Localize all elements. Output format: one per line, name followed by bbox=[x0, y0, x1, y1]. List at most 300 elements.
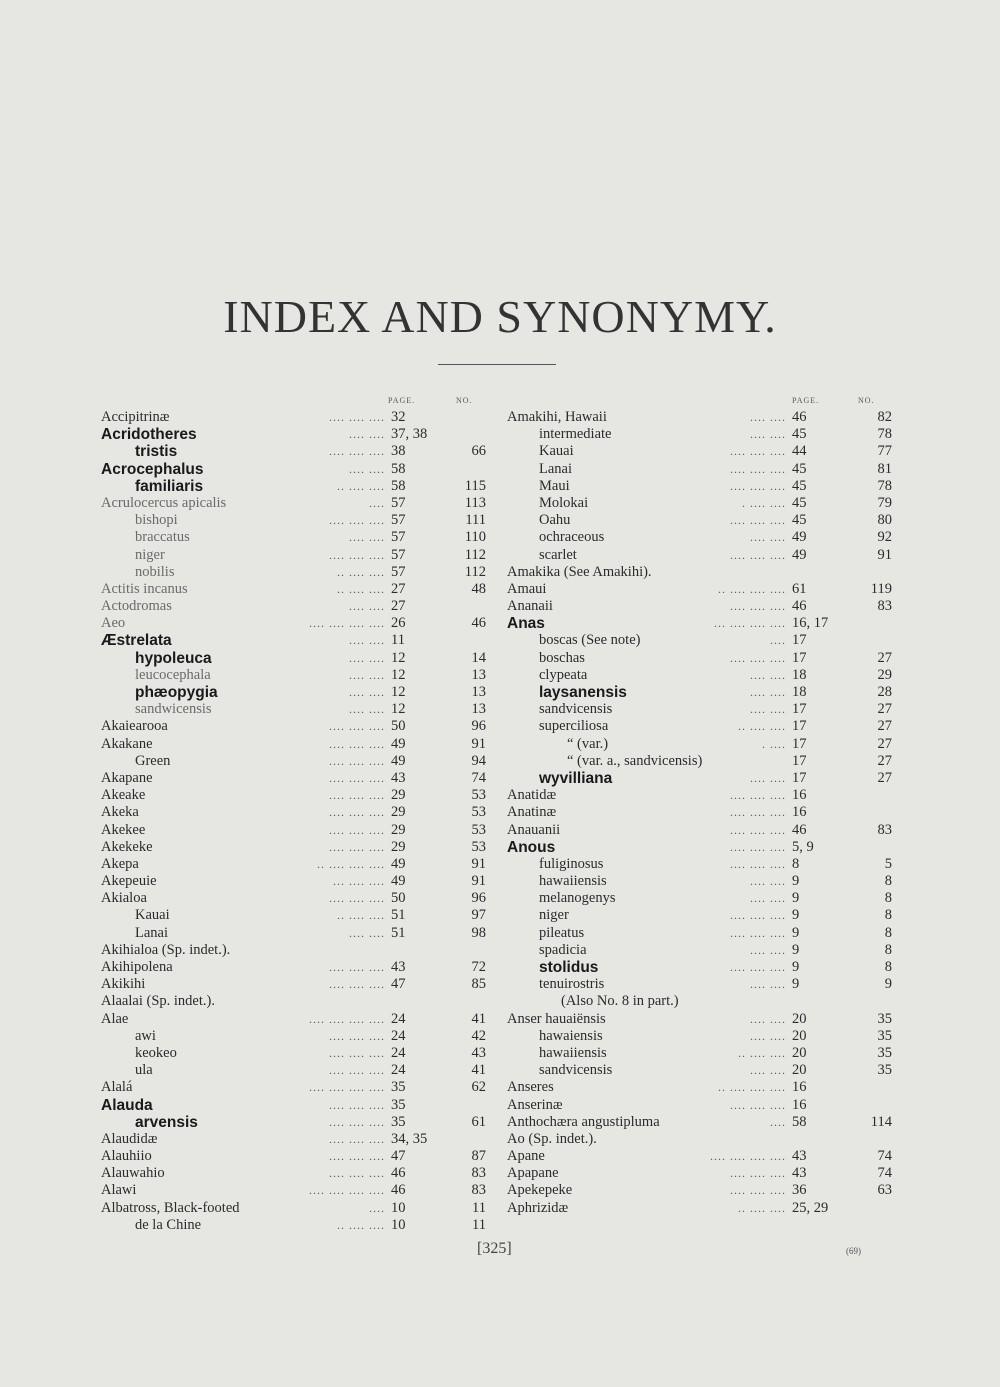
entry-number: 14 bbox=[471, 649, 486, 666]
entry-page: 29 bbox=[391, 787, 406, 804]
entry-number: 87 bbox=[471, 1148, 486, 1165]
entry-page: 61 bbox=[792, 580, 807, 597]
entry-name: Molokai bbox=[539, 494, 589, 511]
entry-number: 27 bbox=[877, 701, 892, 718]
leader-dots: .... .... .... bbox=[730, 925, 786, 940]
entry-page: 9 bbox=[792, 976, 800, 993]
leader-dots: .. .... .... bbox=[337, 908, 385, 923]
leader-dots: .... .... .... .... bbox=[309, 1011, 385, 1026]
entry-name: Akeka bbox=[101, 804, 139, 821]
entry-number: 61 bbox=[471, 1113, 486, 1130]
leader-dots: .... .... .... bbox=[329, 891, 385, 906]
entry-name: Anserinæ bbox=[507, 1096, 563, 1113]
entry-name: Oahu bbox=[539, 512, 571, 529]
leader-dots: .... .... .... bbox=[329, 736, 385, 751]
leader-dots: .... .... bbox=[750, 410, 786, 424]
entry-page: 45 bbox=[792, 426, 807, 443]
entry-number: 79 bbox=[877, 494, 892, 511]
entry-name: laysanensis bbox=[539, 684, 627, 701]
entry-name: Acrocephalus bbox=[101, 460, 204, 478]
entry-name: Alauda bbox=[101, 1096, 153, 1114]
leader-dots: .... .... bbox=[750, 1063, 786, 1078]
entry-number: 42 bbox=[471, 1027, 486, 1044]
entry-number: 53 bbox=[471, 838, 486, 855]
entry-page: 9 bbox=[792, 873, 800, 890]
entry-number: 8 bbox=[884, 907, 892, 924]
entry-number: 114 bbox=[870, 1113, 892, 1130]
entry-page: 12 bbox=[391, 701, 406, 718]
leader-dots: .... .... .... bbox=[329, 822, 385, 837]
entry-page: 49 bbox=[391, 873, 406, 890]
leader-dots: .... .... bbox=[750, 770, 786, 785]
entry-name: Akekee bbox=[101, 821, 146, 838]
leader-dots: ... .... .... .... bbox=[714, 616, 786, 631]
entry-name: wyvilliana bbox=[539, 769, 613, 787]
entry-name: niger bbox=[135, 546, 165, 563]
entry-page: 46 bbox=[792, 409, 807, 425]
entry-number: 13 bbox=[471, 666, 486, 683]
leader-dots: .... .... .... bbox=[329, 513, 385, 528]
entry-page: 45 bbox=[792, 477, 807, 494]
entry-number: 53 bbox=[471, 821, 486, 838]
entry-number: 115 bbox=[464, 477, 486, 494]
leader-dots: .... .... bbox=[750, 530, 786, 545]
leader-dots: .... .... bbox=[349, 530, 385, 545]
entry-page: 49 bbox=[391, 855, 406, 872]
entry-page: 16, 17 bbox=[792, 615, 829, 632]
entry-page: 17 bbox=[792, 632, 807, 649]
entry-page: 45 bbox=[792, 494, 807, 511]
entry-number: 43 bbox=[471, 1044, 486, 1061]
entry-page: 17 bbox=[792, 649, 807, 666]
entry-page: 44 bbox=[792, 443, 807, 460]
entry-number: 98 bbox=[471, 924, 486, 941]
entry-page: 47 bbox=[391, 1148, 406, 1165]
entry-name: Anas bbox=[507, 615, 545, 633]
entry-number: 110 bbox=[464, 529, 486, 546]
entry-number: 27 bbox=[877, 735, 892, 752]
entry-number: 63 bbox=[877, 1182, 892, 1199]
entry-number: 91 bbox=[471, 855, 486, 872]
page-number: [325] bbox=[477, 1240, 512, 1257]
leader-dots: .... .... .... bbox=[730, 960, 786, 974]
leader-dots: .... .... .... .... bbox=[710, 1149, 786, 1164]
entry-name: sandwicensis bbox=[135, 701, 212, 718]
entry-name: Akikihi bbox=[101, 976, 146, 993]
entry-page: 12 bbox=[391, 649, 406, 666]
entry-page: 29 bbox=[391, 804, 406, 821]
leader-dots: .... .... .... bbox=[329, 1045, 385, 1060]
entry-number: 119 bbox=[870, 580, 892, 597]
entry-name: hawaiiensis bbox=[539, 873, 607, 890]
entry-name: Anseres bbox=[507, 1079, 554, 1096]
entry-page: 58 bbox=[391, 477, 406, 494]
leader-dots: .. .... .... bbox=[337, 564, 385, 579]
entry-number: 8 bbox=[884, 890, 892, 907]
leader-dots: .... .... .... bbox=[730, 839, 786, 854]
entry-page: 29 bbox=[391, 838, 406, 855]
leader-dots: .... .... .... .... bbox=[309, 1080, 385, 1095]
left-page-header: PAGE. bbox=[388, 396, 416, 405]
entry-page: 5, 9 bbox=[792, 838, 814, 855]
leader-dots: .... .... .... bbox=[730, 478, 786, 493]
leader-dots: .. .... .... .... bbox=[317, 856, 385, 871]
entry-name: stolidus bbox=[539, 959, 599, 976]
entry-number: 8 bbox=[884, 924, 892, 941]
entry-name: scarlet bbox=[539, 546, 577, 563]
entry-name: Kauai bbox=[135, 907, 170, 924]
entry-page: 50 bbox=[391, 718, 406, 735]
entry-page: 27 bbox=[391, 580, 406, 597]
entry-number: 27 bbox=[877, 752, 892, 769]
entry-page: 58 bbox=[391, 460, 406, 477]
entry-number: 28 bbox=[877, 684, 892, 700]
entry-name: Aphrizidæ bbox=[507, 1199, 569, 1216]
entry-page: 57 bbox=[391, 563, 406, 580]
entry-name: de la Chine bbox=[135, 1216, 202, 1233]
entry-number: 8 bbox=[884, 941, 892, 958]
entry-name: Akekeke bbox=[101, 838, 153, 855]
entry-number: 66 bbox=[471, 443, 486, 460]
entry-page: 16 bbox=[792, 1079, 807, 1096]
leader-dots: .... .... .... bbox=[329, 1114, 385, 1129]
leader-dots: .... .... .... bbox=[329, 839, 385, 854]
leader-dots: .... .... .... bbox=[730, 908, 786, 923]
entry-name: Acrulocercus apicalis bbox=[101, 494, 227, 511]
entry-number: 78 bbox=[877, 426, 892, 443]
entry-name: fuliginosus bbox=[539, 855, 604, 872]
entry-page: 8 bbox=[792, 855, 800, 872]
entry-page: 9 bbox=[792, 907, 800, 924]
leader-dots: .. .... .... bbox=[337, 478, 385, 493]
entry-number: 11 bbox=[472, 1216, 486, 1233]
entry-name: Akeake bbox=[101, 787, 146, 804]
entry-page: 12 bbox=[391, 666, 406, 683]
entry-name: Lanai bbox=[135, 924, 169, 941]
entry-number: 53 bbox=[471, 804, 486, 821]
entry-name: Apane bbox=[507, 1148, 545, 1165]
entry-number: 78 bbox=[877, 477, 892, 494]
leader-dots: .... .... bbox=[750, 977, 786, 992]
entry-name: tristis bbox=[135, 443, 178, 461]
entry-number: 27 bbox=[877, 769, 892, 786]
leader-dots: .. .... .... bbox=[738, 719, 786, 734]
right-no-header: NO. bbox=[858, 396, 875, 405]
entry-number: 72 bbox=[471, 959, 486, 975]
entry-name: Akaiearooa bbox=[101, 718, 168, 735]
leader-dots: .... .... .... bbox=[329, 410, 385, 424]
entry-name: Akapane bbox=[101, 769, 153, 786]
entry-name: awi bbox=[135, 1027, 156, 1044]
entry-page: 58 bbox=[792, 1113, 807, 1130]
entry-name: phæopygia bbox=[135, 684, 218, 701]
entry-number: 112 bbox=[464, 546, 486, 563]
entry-name: hawaiiensis bbox=[539, 1044, 607, 1061]
leader-dots: .... .... .... bbox=[329, 753, 385, 768]
entry-page: 18 bbox=[792, 666, 807, 683]
entry-number: 92 bbox=[877, 529, 892, 546]
entry-number: 96 bbox=[471, 718, 486, 735]
entry-name: Kauai bbox=[539, 443, 574, 460]
entry-page: 9 bbox=[792, 890, 800, 907]
entry-page: 17 bbox=[792, 735, 807, 752]
leader-dots: .... .... bbox=[349, 702, 385, 717]
entry-name: Ao (Sp. indet.). bbox=[507, 1130, 597, 1147]
leader-dots: .... .... .... bbox=[730, 650, 786, 665]
entry-name: Acridotheres bbox=[101, 426, 197, 444]
entry-number: 97 bbox=[471, 907, 486, 924]
entry-page: 20 bbox=[792, 1044, 807, 1061]
leader-dots: . .... bbox=[762, 736, 786, 751]
page-title: INDEX AND SYNONYMY. bbox=[223, 291, 777, 342]
entry-page: 24 bbox=[391, 1010, 406, 1027]
entry-name: tenuirostris bbox=[539, 976, 605, 993]
leader-dots: .... .... bbox=[750, 667, 786, 682]
entry-number: 9 bbox=[884, 976, 892, 993]
entry-number: 91 bbox=[471, 735, 486, 752]
entry-page: 49 bbox=[391, 752, 406, 769]
entry-name: Alae bbox=[101, 1010, 129, 1027]
entry-name: ula bbox=[135, 1062, 153, 1079]
entry-page: 46 bbox=[391, 1165, 406, 1182]
entry-name: bishopi bbox=[135, 512, 178, 529]
leader-dots: .. .... .... bbox=[337, 581, 385, 596]
entry-page: 20 bbox=[792, 1062, 807, 1079]
entry-page: 16 bbox=[792, 787, 807, 804]
leader-dots: .... .... .... bbox=[730, 788, 786, 803]
entry-number: 35 bbox=[877, 1010, 892, 1027]
entry-name: Alalá bbox=[101, 1079, 133, 1096]
entry-number: 41 bbox=[471, 1010, 486, 1027]
entry-name: “ (var.) bbox=[567, 735, 609, 752]
entry-number: 77 bbox=[877, 443, 892, 460]
entry-name: boscas (See note) bbox=[539, 632, 641, 649]
right-page-header: PAGE. bbox=[792, 396, 820, 405]
entry-page: 50 bbox=[391, 890, 406, 907]
leader-dots: .... .... bbox=[750, 685, 786, 699]
entry-number: 80 bbox=[877, 512, 892, 529]
entry-page: 20 bbox=[792, 1027, 807, 1044]
entry-number: 83 bbox=[877, 598, 892, 615]
entry-name: Akepeuie bbox=[101, 873, 157, 890]
entry-page: 24 bbox=[391, 1044, 406, 1061]
entry-name: Aeo bbox=[101, 615, 126, 632]
entry-name: Ananaii bbox=[507, 598, 553, 615]
leader-dots: .... .... .... bbox=[329, 977, 385, 992]
entry-name: Anous bbox=[507, 838, 556, 856]
signature-mark: (69) bbox=[846, 1246, 861, 1256]
entry-page: 57 bbox=[391, 494, 406, 511]
entry-page: 57 bbox=[391, 529, 406, 546]
leader-dots: .... .... .... bbox=[730, 1097, 786, 1112]
entry-page: 16 bbox=[792, 1096, 807, 1113]
entry-name: Amakihi, Hawaii bbox=[507, 409, 607, 425]
entry-name: Accipitrinæ bbox=[101, 409, 170, 425]
entry-name: Alawi bbox=[101, 1182, 137, 1199]
entry-number: 91 bbox=[471, 873, 486, 890]
entry-page: 46 bbox=[391, 1182, 406, 1199]
entry-page: 10 bbox=[391, 1216, 406, 1233]
entry-page: 47 bbox=[391, 976, 406, 993]
entry-name: “ (var. a., sandvicensis) bbox=[567, 752, 703, 769]
entry-page: 20 bbox=[792, 1010, 807, 1027]
entry-number: 62 bbox=[471, 1079, 486, 1096]
entry-page: 43 bbox=[792, 1165, 807, 1182]
entry-name: melanogenys bbox=[539, 890, 616, 907]
entry-page: 43 bbox=[792, 1148, 807, 1165]
entry-name: Akialoa bbox=[101, 890, 147, 907]
leader-dots: .... .... bbox=[349, 667, 385, 682]
entry-name: Apekepeke bbox=[507, 1182, 573, 1199]
entry-page: 12 bbox=[391, 684, 406, 700]
leader-dots: .... .... .... bbox=[329, 1028, 385, 1043]
leader-dots: .... .... bbox=[349, 650, 385, 665]
leader-dots: .... .... bbox=[349, 925, 385, 940]
entry-name: sandvicensis bbox=[539, 701, 613, 718]
entry-name: keokeo bbox=[135, 1044, 177, 1061]
entry-name: Amaui bbox=[507, 580, 547, 597]
leader-dots: .... .... .... bbox=[329, 719, 385, 734]
entry-name: (Also No. 8 in part.) bbox=[561, 993, 679, 1010]
leader-dots: .... .... .... bbox=[329, 788, 385, 803]
entry-page: 25, 29 bbox=[792, 1199, 829, 1216]
entry-name: superciliosa bbox=[539, 718, 609, 735]
entry-page: 35 bbox=[391, 1079, 406, 1096]
entry-name: niger bbox=[539, 907, 569, 924]
leader-dots: . .... .... bbox=[742, 495, 786, 510]
entry-page: 9 bbox=[792, 924, 800, 941]
entry-name: leucocephala bbox=[135, 666, 211, 683]
entry-name: Albatross, Black-footed bbox=[101, 1199, 240, 1216]
leader-dots: .. .... .... .... bbox=[718, 581, 786, 596]
entry-name: Alaudidæ bbox=[101, 1130, 158, 1147]
leader-dots: .... .... .... bbox=[329, 1097, 385, 1112]
entry-name: Akihialoa (Sp. indet.). bbox=[101, 941, 231, 958]
entry-number: 112 bbox=[464, 563, 486, 580]
left-no-header: NO. bbox=[456, 396, 473, 405]
leader-dots: .... .... bbox=[750, 874, 786, 889]
entry-page: 26 bbox=[391, 615, 406, 632]
entry-page: 45 bbox=[792, 512, 807, 529]
entry-name: pileatus bbox=[539, 924, 585, 941]
entry-name: Apapane bbox=[507, 1165, 559, 1182]
entry-page: 49 bbox=[792, 529, 807, 546]
leader-dots: .... bbox=[369, 1200, 385, 1215]
entry-number: 113 bbox=[464, 494, 486, 511]
entry-page: 57 bbox=[391, 512, 406, 529]
entry-number: 46 bbox=[471, 615, 486, 632]
leader-dots: .... .... .... .... bbox=[309, 616, 385, 631]
entry-name: Actodromas bbox=[101, 598, 172, 615]
entry-page: 34, 35 bbox=[391, 1130, 428, 1147]
entry-name: Alaalai (Sp. indet.). bbox=[101, 993, 215, 1010]
leader-dots: .... .... .... bbox=[730, 1166, 786, 1181]
entry-page: 17 bbox=[792, 718, 807, 735]
entry-name: Akihipolena bbox=[101, 959, 173, 975]
entry-number: 35 bbox=[877, 1027, 892, 1044]
entry-page: 9 bbox=[792, 959, 800, 975]
entry-name: Alauhiio bbox=[101, 1148, 152, 1165]
entry-name: Akakane bbox=[101, 735, 153, 752]
entry-number: 74 bbox=[471, 769, 486, 786]
entry-name: spadicia bbox=[539, 941, 587, 958]
entry-number: 91 bbox=[877, 546, 892, 563]
entry-number: 96 bbox=[471, 890, 486, 907]
entry-number: 83 bbox=[471, 1182, 486, 1199]
entry-page: 16 bbox=[792, 804, 807, 821]
leader-dots: .... .... .... bbox=[730, 856, 786, 871]
leader-dots: .... .... .... bbox=[329, 805, 385, 820]
entry-number: 11 bbox=[472, 1199, 486, 1216]
entry-page: 24 bbox=[391, 1062, 406, 1079]
leader-dots: .... .... .... bbox=[329, 1063, 385, 1078]
leader-dots: .. .... .... bbox=[738, 1200, 786, 1215]
leader-dots: .... .... bbox=[349, 685, 385, 699]
entry-name: Anatinæ bbox=[507, 804, 557, 821]
entry-page: 49 bbox=[391, 735, 406, 752]
entry-page: 29 bbox=[391, 821, 406, 838]
leader-dots: .... .... .... bbox=[329, 1149, 385, 1164]
entry-page: 17 bbox=[792, 769, 807, 786]
entry-name: Lanai bbox=[539, 460, 573, 477]
entry-name: sandvicensis bbox=[539, 1062, 613, 1079]
leader-dots: .... .... .... bbox=[730, 1183, 786, 1198]
entry-page: 10 bbox=[391, 1199, 406, 1216]
entry-number: 82 bbox=[877, 409, 892, 425]
entry-name: Anser hauaiënsis bbox=[507, 1010, 606, 1027]
leader-dots: .. .... .... bbox=[738, 1045, 786, 1060]
entry-name: Amakika (See Amakihi). bbox=[507, 563, 652, 580]
leader-dots: .... .... .... bbox=[329, 1131, 385, 1146]
entry-page: 45 bbox=[792, 460, 807, 477]
leader-dots: .... .... bbox=[349, 599, 385, 614]
entry-name: intermediate bbox=[539, 426, 612, 443]
entry-page: 17 bbox=[792, 752, 807, 769]
entry-number: 74 bbox=[877, 1165, 892, 1182]
leader-dots: .... .... .... bbox=[730, 461, 786, 476]
entry-page: 17 bbox=[792, 701, 807, 718]
entry-number: 5 bbox=[884, 855, 892, 872]
leader-dots: .... .... bbox=[750, 1028, 786, 1043]
leader-dots: .... bbox=[369, 495, 385, 510]
leader-dots: .... .... bbox=[349, 633, 385, 648]
leader-dots: .... .... .... bbox=[730, 444, 786, 459]
leader-dots: .... bbox=[770, 633, 786, 648]
entry-number: 111 bbox=[465, 512, 486, 529]
leader-dots: .... .... .... bbox=[730, 805, 786, 820]
leader-dots: .... .... .... bbox=[329, 1166, 385, 1181]
leader-dots: .... .... .... bbox=[730, 547, 786, 562]
leader-dots: .... .... .... bbox=[329, 547, 385, 562]
leader-dots: .... .... bbox=[349, 461, 385, 476]
entry-page: 18 bbox=[792, 684, 807, 700]
title-rule bbox=[438, 364, 556, 365]
entry-page: 49 bbox=[792, 546, 807, 563]
entry-name: Anatidæ bbox=[507, 787, 557, 804]
leader-dots: .... .... .... .... bbox=[309, 1183, 385, 1198]
entry-number: 48 bbox=[471, 580, 486, 597]
leader-dots: .... .... bbox=[750, 427, 786, 442]
entry-name: boschas bbox=[539, 649, 585, 666]
entry-name: hypoleuca bbox=[135, 649, 212, 667]
leader-dots: ... .... .... bbox=[333, 874, 385, 889]
entry-name: Anauanii bbox=[507, 821, 561, 838]
entry-number: 35 bbox=[877, 1044, 892, 1061]
entry-number: 8 bbox=[884, 959, 892, 975]
entry-name: clypeata bbox=[539, 666, 588, 683]
entry-name: braccatus bbox=[135, 529, 190, 546]
entry-page: 38 bbox=[391, 443, 406, 460]
